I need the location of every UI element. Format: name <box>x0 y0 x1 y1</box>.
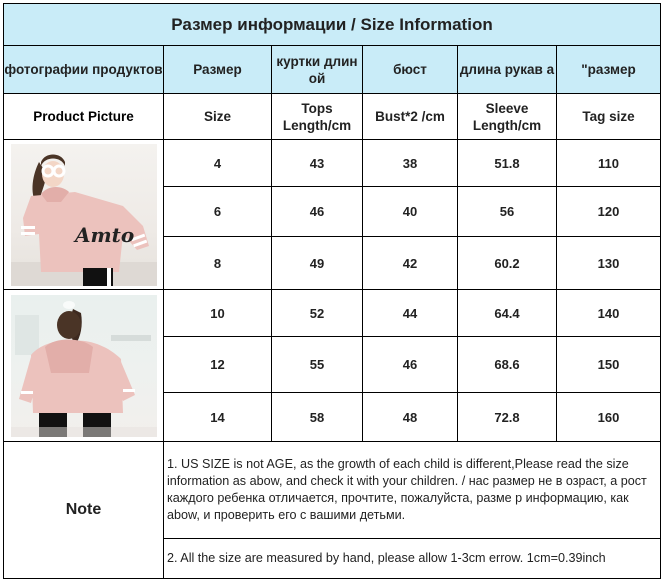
header-en-product-picture: Product Picture <box>4 94 164 140</box>
cell-tops-length: 55 <box>272 337 363 393</box>
cell-sleeve-length: 68.6 <box>458 337 557 393</box>
header-ru-product-photo: фотографии продуктов <box>4 46 164 94</box>
cell-bust: 38 <box>363 140 458 187</box>
cell-tag-size: 160 <box>557 393 661 442</box>
header-en-bust: Bust*2 /cm <box>363 94 458 140</box>
cell-tag-size: 130 <box>557 237 661 290</box>
cell-bust: 42 <box>363 237 458 290</box>
russian-header-row <box>4 46 661 94</box>
cell-sleeve-length: 60.2 <box>458 237 557 290</box>
cell-sleeve-length: 51.8 <box>458 140 557 187</box>
table-title: Размер информации / Size Information <box>4 4 661 46</box>
header-ru-length: куртки длин ой <box>272 46 363 94</box>
note-row-1 <box>4 442 661 539</box>
cell-size: 4 <box>164 140 272 187</box>
girl-hoodie-front-illustration <box>11 144 157 286</box>
cell-sleeve-length: 64.4 <box>458 290 557 337</box>
header-ru-tag-size: "размер <box>557 46 661 94</box>
header-en-sleeve-length: Sleeve Length/cm <box>458 94 557 140</box>
cell-tag-size: 150 <box>557 337 661 393</box>
hoodie-print: Amto <box>74 222 134 247</box>
cell-tops-length: 49 <box>272 237 363 290</box>
header-ru-size: Размер <box>164 46 272 94</box>
cell-bust: 46 <box>363 337 458 393</box>
header-ru-bust: бюст <box>363 46 458 94</box>
note-text-2: 2. All the size are measured by hand, please allow 1-3cm errow. 1cm=0.39inch <box>164 539 661 579</box>
cell-size: 14 <box>164 393 272 442</box>
cell-size: 10 <box>164 290 272 337</box>
product-photo-front <box>4 140 164 290</box>
header-ru-sleeve: длина рукав а <box>458 46 557 94</box>
header-en-tops-length: Tops Length/cm <box>272 94 363 140</box>
cell-size: 8 <box>164 237 272 290</box>
cell-tops-length: 46 <box>272 187 363 237</box>
cell-tag-size: 120 <box>557 187 661 237</box>
cell-tops-length: 43 <box>272 140 363 187</box>
cell-sleeve-length: 56 <box>458 187 557 237</box>
cell-size: 12 <box>164 337 272 393</box>
size-information-sheet <box>3 3 660 571</box>
note-text-1: 1. US SIZE is not AGE, as the growth of each child is different,Please read the size information as abow, and check it with your children. / нас размер не в озраст, а рост каждого ребенка отличается, прочтите, пожалуйста, разме р информацию, как abow, и проверить его с вашими детьми. <box>164 442 661 539</box>
table-row <box>4 140 661 187</box>
cell-tops-length: 52 <box>272 290 363 337</box>
cell-bust: 44 <box>363 290 458 337</box>
product-photo-back <box>4 290 164 442</box>
cell-bust: 40 <box>363 187 458 237</box>
cell-bust: 48 <box>363 393 458 442</box>
note-label: Note <box>4 442 164 579</box>
cell-tag-size: 110 <box>557 140 661 187</box>
table-row <box>4 290 661 337</box>
cell-sleeve-length: 72.8 <box>458 393 557 442</box>
header-en-size: Size <box>164 94 272 140</box>
size-table <box>3 3 661 579</box>
header-en-tag-size: Tag size <box>557 94 661 140</box>
girl-hoodie-back-illustration <box>11 295 157 437</box>
cell-tops-length: 58 <box>272 393 363 442</box>
english-header-row <box>4 94 661 140</box>
cell-size: 6 <box>164 187 272 237</box>
cell-tag-size: 140 <box>557 290 661 337</box>
